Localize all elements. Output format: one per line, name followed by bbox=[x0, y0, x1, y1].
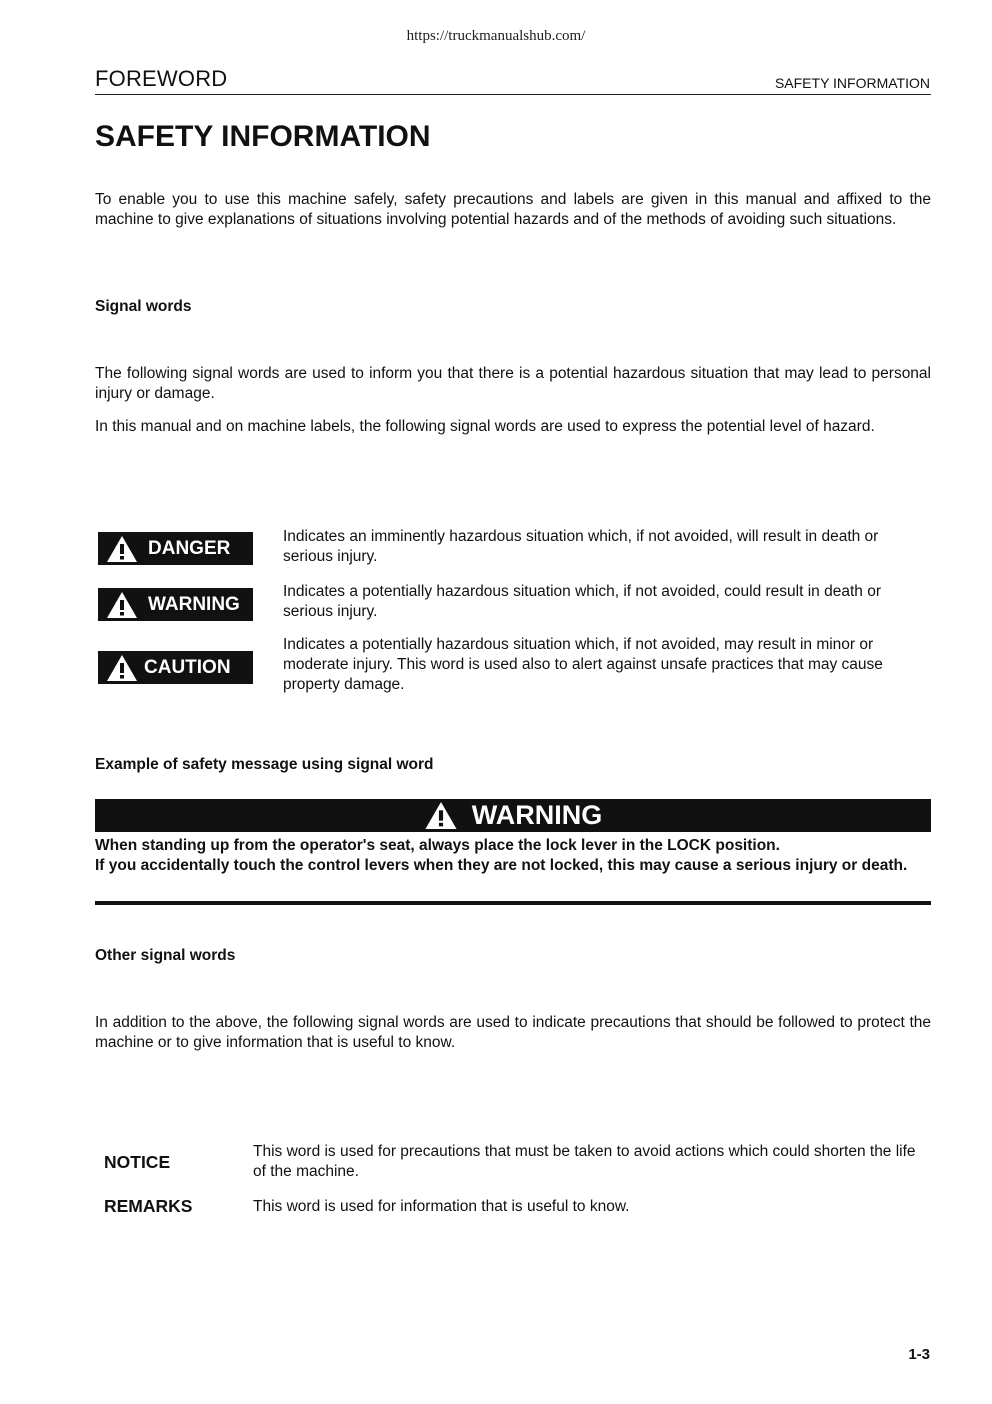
remarks-description: This word is used for information that is useful to know. bbox=[253, 1198, 630, 1215]
signal-words-para2: In this manual and on machine labels, the following signal words are used to express the potential level of hazard. bbox=[95, 418, 875, 435]
remarks-label: REMARKS bbox=[104, 1196, 193, 1216]
warning-message bbox=[95, 836, 931, 876]
other-signal-words-para: In addition to the above, the following signal words are used to indicate precautions that should be followed to protect the machine or to give information that is useful to know. bbox=[95, 1014, 931, 1051]
notice-description: This word is used for precautions that must be taken to avoid actions which could shorten the life of the machine. bbox=[253, 1143, 916, 1180]
warning-banner-label: WARNING bbox=[471, 800, 603, 830]
warning-message-line1: When standing up from the operator's seat, always place the lock lever in the LOCK position. bbox=[95, 837, 780, 854]
warning-message-line2: If you accidentally touch the control levers when they are not locked, this may cause a serious injury or death. bbox=[95, 857, 908, 874]
danger-description: Indicates an imminently hazardous situation which, if not avoided, will result in death or serious injury. bbox=[283, 528, 879, 565]
danger-label-text: DANGER bbox=[148, 538, 231, 559]
example-heading: Example of safety message using signal word bbox=[95, 756, 434, 773]
warning-label-text: WARNING bbox=[148, 594, 240, 615]
warning-triangle-icon bbox=[106, 654, 138, 682]
caution-label-text: CAUTION bbox=[144, 657, 231, 678]
notice-label: NOTICE bbox=[104, 1152, 171, 1172]
danger-label bbox=[98, 532, 253, 565]
caution-label bbox=[98, 651, 253, 684]
warning-label bbox=[98, 588, 253, 621]
page-number: 1-3 bbox=[908, 1346, 930, 1363]
page-title: SAFETY INFORMATION bbox=[95, 120, 431, 153]
source-url: https://truckmanualshub.com/ bbox=[406, 28, 586, 44]
caution-description: Indicates a potentially hazardous situation which, if not avoided, may result in minor or moderate injury. This word is used also to alert against unsafe practices that may cause property damage. bbox=[283, 636, 883, 693]
header-section: FOREWORD bbox=[95, 66, 228, 91]
intro-paragraph: To enable you to use this machine safely, safety precautions and labels are given in this manual and affixed to the machine to give explanations of situations involving potential hazards and of the methods of avoiding such situations. bbox=[95, 191, 931, 228]
warning-triangle-icon bbox=[106, 591, 138, 619]
header-topic: SAFETY INFORMATION bbox=[774, 75, 930, 91]
signal-words-para1: The following signal words are used to inform you that there is a potential hazardous situation that may lead to personal injury or damage. bbox=[95, 365, 931, 402]
other-signal-words-heading: Other signal words bbox=[95, 947, 236, 964]
header-rule bbox=[95, 94, 931, 95]
signal-words-heading: Signal words bbox=[95, 298, 192, 315]
warning-banner bbox=[95, 799, 931, 832]
warning-description: Indicates a potentially hazardous situation which, if not avoided, could result in death or serious injury. bbox=[283, 583, 881, 620]
warning-triangle-icon bbox=[106, 535, 138, 563]
warning-triangle-icon bbox=[424, 801, 458, 830]
warning-bottom-rule bbox=[95, 901, 931, 905]
